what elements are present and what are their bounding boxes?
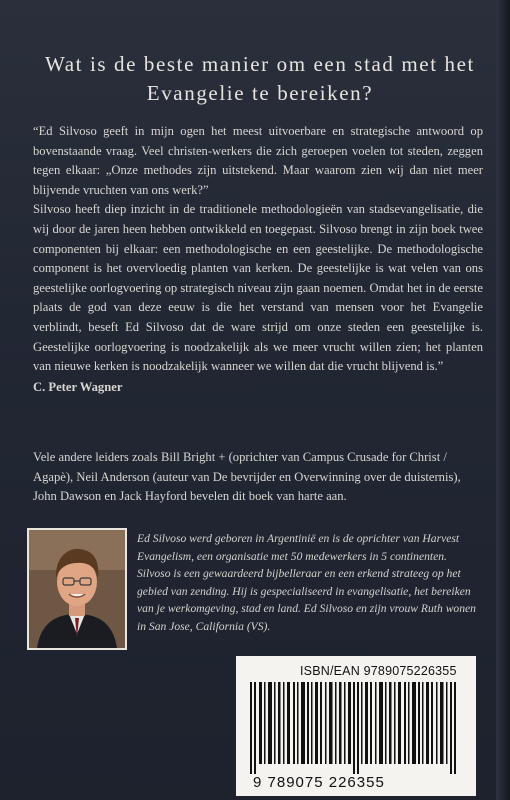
quote-text: “Ed Silvoso geeft in mijn ogen het meest uitvoerbare en strategische antwoord op bovenstaande vraag. Veel christen-werkers die zich geroepen voelen tot steden, zeggen tegen elkaar: „Onze methodes zijn uitstekend. Maar waarom zien wij dan niet meer blijvende vruchten van ons werk?” xyxy=(33,124,483,197)
cover-headline: Wat is de beste manier om een stad met het Evangelie te bereiken? xyxy=(45,52,475,105)
author-bio: Ed Silvoso werd geboren in Argentinië en is de oprichter van Harvest Evangelism, een organisatie met 50 medewerkers in 5 continenten. Silvoso is een gewaardeerd bijbelleraar en een erkend strateeg op het gebied van zending. Hij is gespecialiseerd in evangelisatie, het bereiken van je werkomgeving, stad en land. Ed Silvoso en zijn vrouw Ruth wonen in San Jose, California (VS). xyxy=(137,532,476,633)
quote-signature: C. Peter Wagner xyxy=(33,379,123,394)
spine-edge xyxy=(496,0,510,800)
wagner-quote-block xyxy=(33,122,483,397)
author-photo xyxy=(27,528,127,650)
ean-barcode xyxy=(250,682,466,774)
author-portrait-icon xyxy=(29,530,125,648)
isbn-label: ISBN/EAN 9789075226355 xyxy=(300,664,457,678)
endorsement-text: Vele andere leiders zoals Bill Bright + (oprichter van Campus Crusade for Christ / Agapè), Neil Anderson (auteur van De bevrijder en Overwinning over de duisternis), John Dawson en Jack Hayford bevelen dit boek van harte aan. xyxy=(33,450,461,504)
quote-paragraph: Silvoso heeft diep inzicht in de traditionele methodologieën van stadsevangelisatie, die wij door de jaren heen hebben ontwikkeld en toegepast. Silvoso brengt in zijn boek twee componenten bij elkaar: een methodologische en een geestelijke. De methodologische component is het overvloedig planten van kerken. De geestelijke is wat velen van ons geestelijke oorlogvoering op strategisch niveau zijn gaan noemen. Omdat het in de eerste plaats de god van deze eeuw is die het verstand van mensen voor het Evangelie verblindt, beseft Ed Silvoso dat de ware strijd om onze steden een geestelijke is. Geestelijke oorlogvoering is noodzakelijk als we meer vrucht willen zien; het planten van nieuwe kerken is noodzakelijk wanneer we willen dat die vrucht blijvend is.” xyxy=(33,202,483,374)
ean-digits: 9 789075 226355 xyxy=(253,774,385,791)
